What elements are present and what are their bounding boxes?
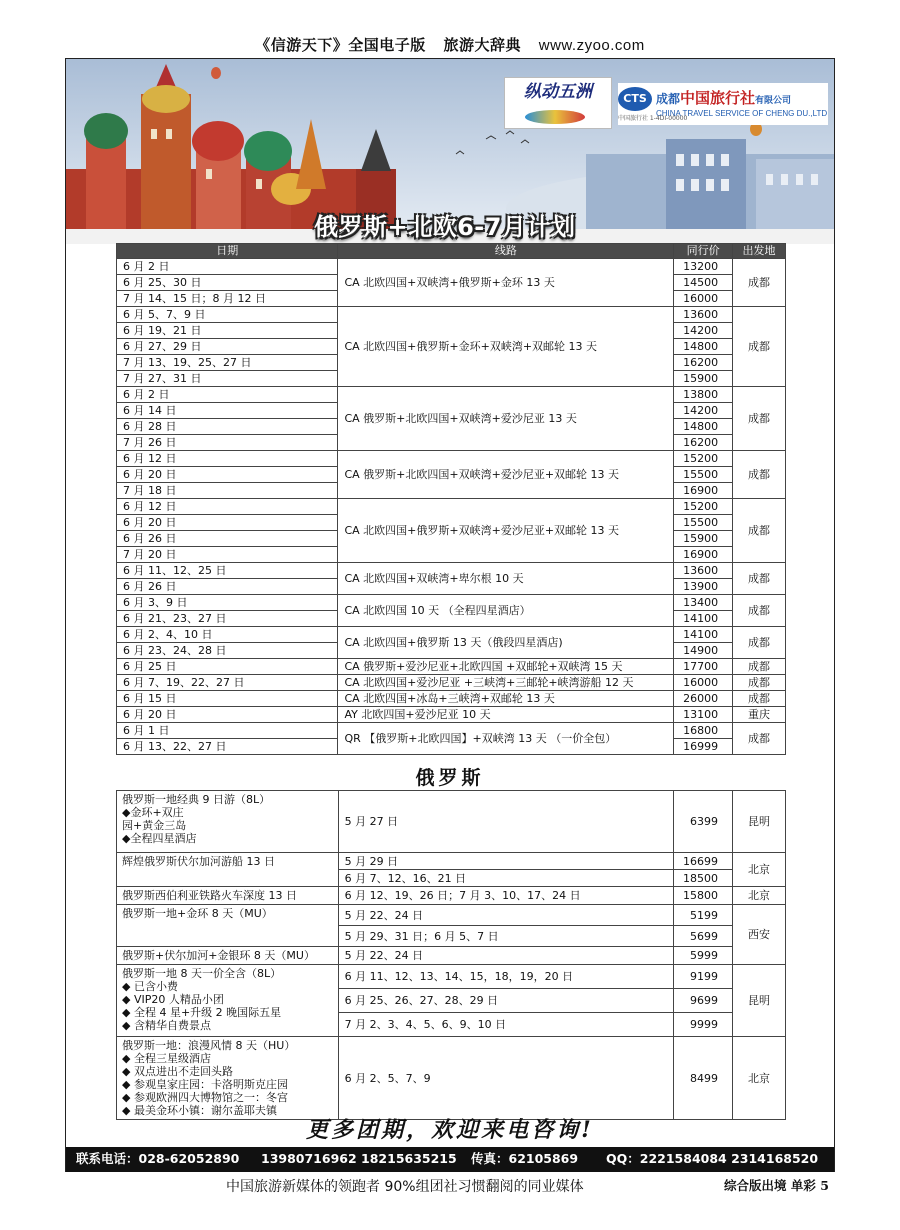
table-row	[117, 887, 786, 905]
col-route: 线路	[338, 244, 674, 259]
product-feature: ◆ 双点进出不走回头路	[122, 1065, 233, 1078]
row-date: 6 月 2 日	[117, 387, 338, 403]
row-date: 6 月 25、26、27、28、29 日	[338, 989, 673, 1013]
row-departure-city: 重庆	[733, 707, 786, 723]
row-departure-city: 成都	[733, 563, 786, 595]
row-route: CA 北欧四国+俄罗斯 13 天（俄段四星酒店)	[338, 627, 674, 659]
row-price: 16200	[674, 355, 733, 371]
row-date: 7 月 13、19、25、27 日	[117, 355, 338, 371]
row-date: 5 月 29 日	[338, 853, 673, 870]
table-row	[117, 307, 786, 323]
product-feature: ◆ 参观欧洲四大博物馆之一：冬宫	[122, 1091, 288, 1104]
row-departure-city: 北京	[733, 887, 786, 905]
row-date: 5 月 22、24 日	[338, 947, 673, 965]
row-date: 5 月 29、31 日；6 月 5、7 日	[338, 926, 673, 947]
publication-title: 《信游天下》全国电子版	[255, 36, 426, 54]
row-date: 6 月 26 日	[117, 531, 338, 547]
row-departure-city: 北京	[733, 1037, 786, 1120]
row-date: 7 月 18 日	[117, 483, 338, 499]
row-date: 6 月 12 日	[117, 451, 338, 467]
ad-frame	[65, 58, 835, 1172]
product-feature: ◆ VIP20 人精品小团	[122, 993, 224, 1006]
row-price: 8499	[674, 1037, 733, 1120]
row-price: 16000	[674, 291, 733, 307]
row-price: 14200	[674, 323, 733, 339]
product-feature: ◆金环+双庄	[122, 806, 184, 819]
row-departure-city: 成都	[733, 723, 786, 755]
row-price: 9999	[674, 1013, 733, 1037]
cts-suffix: 有限公司	[755, 96, 792, 106]
row-price: 15800	[674, 887, 733, 905]
website-link[interactable]: www.zyoo.com	[538, 37, 645, 54]
row-price: 14800	[674, 339, 733, 355]
product-name	[117, 791, 339, 853]
row-departure-city: 昆明	[733, 965, 786, 1037]
cts-name-main: 中国旅行社	[680, 89, 756, 107]
row-route: CA 俄罗斯+北欧四国+双峡湾+爱沙尼亚 13 天	[338, 387, 674, 451]
row-date: 6 月 27、29 日	[117, 339, 338, 355]
row-date: 6 月 11、12、25 日	[117, 563, 338, 579]
cts-name	[656, 87, 791, 108]
russia-section-title: 俄罗斯	[415, 767, 485, 789]
nordic-russia-table	[116, 243, 786, 755]
col-price: 同行价	[674, 244, 733, 259]
row-date: 6 月 2、4、10 日	[117, 627, 338, 643]
row-price: 13400	[674, 595, 733, 611]
product-name	[117, 887, 339, 905]
row-date: 6 月 7、12、16、21 日	[338, 870, 673, 887]
table-row	[117, 563, 786, 579]
table-row	[117, 965, 786, 989]
table-row	[117, 691, 786, 707]
row-route: CA 俄罗斯+爱沙尼亚+北欧四国 +双邮轮+双峡湾 15 天	[338, 659, 674, 675]
product-feature: ◆ 已含小费	[122, 980, 178, 993]
contact-mobiles: 13980716962 18215635215	[261, 1151, 457, 1166]
row-route: CA 北欧四国+冰岛+三峡湾+双邮轮 13 天	[338, 691, 674, 707]
row-price: 15200	[674, 499, 733, 515]
row-departure-city: 成都	[733, 307, 786, 387]
row-price: 15500	[674, 515, 733, 531]
row-date: 6 月 7、19、22、27 日	[117, 675, 338, 691]
row-price: 5699	[674, 926, 733, 947]
row-price: 16900	[674, 547, 733, 563]
row-date: 7 月 20 日	[117, 547, 338, 563]
row-departure-city: 成都	[733, 451, 786, 499]
product-name	[117, 905, 339, 947]
row-route: CA 北欧四国+俄罗斯+金环+双峡湾+双邮轮 13 天	[338, 307, 674, 387]
page-header	[0, 34, 900, 55]
table-row	[117, 905, 786, 926]
bottom-divider	[66, 1170, 834, 1172]
row-date: 6 月 14 日	[117, 403, 338, 419]
row-price: 6399	[674, 791, 733, 853]
row-price: 16999	[674, 739, 733, 755]
row-date: 6 月 20 日	[117, 707, 338, 723]
table-row	[117, 387, 786, 403]
footer-tagline: 中国旅游新媒体的领跑者 90%组团社习惯翻阅的同业媒体	[226, 1179, 584, 1195]
publication-subtitle: 旅游大辞典	[443, 36, 521, 54]
product-feature: ◆全程四星酒店	[122, 832, 197, 845]
row-departure-city: 成都	[733, 659, 786, 675]
row-departure-city: 昆明	[733, 791, 786, 853]
product-feature: ◆ 全程三星级酒店	[122, 1052, 211, 1065]
product-title: 俄罗斯+伏尔加河+金银环 8 天（MU）	[122, 949, 315, 962]
row-date: 6 月 26 日	[117, 579, 338, 595]
contact-qq: QQ：2221584084 2314168520	[606, 1151, 819, 1166]
row-departure-city: 成都	[733, 259, 786, 307]
contact-fax: 传真：62105869	[471, 1151, 579, 1166]
product-name	[117, 965, 339, 1037]
table-row	[117, 707, 786, 723]
row-departure-city: 成都	[733, 675, 786, 691]
contact-phone: 联系电话：028-62052890	[76, 1151, 240, 1166]
slogan: 更多团期，欢迎来电咨询!	[306, 1117, 594, 1143]
cts-globe-icon: CTS	[618, 87, 652, 111]
table-row	[117, 627, 786, 643]
row-date: 6 月 5、7、9 日	[117, 307, 338, 323]
row-price: 16699	[674, 853, 733, 870]
logo-left-text: 纵动五洲	[524, 82, 592, 102]
row-date: 6 月 2 日	[117, 259, 338, 275]
row-date: 6 月 28 日	[117, 419, 338, 435]
row-price: 16900	[674, 483, 733, 499]
row-date: 6 月 19、21 日	[117, 323, 338, 339]
row-route: CA 北欧四国+双峡湾+卑尔根 10 天	[338, 563, 674, 595]
row-price: 14800	[674, 419, 733, 435]
table-row	[117, 659, 786, 675]
row-price: 16200	[674, 435, 733, 451]
row-departure-city: 成都	[733, 691, 786, 707]
row-price: 14200	[674, 403, 733, 419]
row-price: 14900	[674, 643, 733, 659]
row-departure-city: 成都	[733, 627, 786, 659]
row-date: 6 月 13、22、27 日	[117, 739, 338, 755]
row-date: 7 月 14、15 日；8 月 12 日	[117, 291, 338, 307]
table-row	[117, 791, 786, 853]
row-price: 16800	[674, 723, 733, 739]
row-price: 14100	[674, 627, 733, 643]
product-title: 辉煌俄罗斯伏尔加河游船 13 日	[122, 855, 275, 868]
product-title: 俄罗斯一地 8 天一价全含（8L）	[122, 967, 282, 980]
table-header-row	[117, 244, 786, 259]
row-departure-city: 北京	[733, 853, 786, 887]
row-price: 13600	[674, 563, 733, 579]
row-price: 13200	[674, 259, 733, 275]
row-date: 6 月 21、23、27 日	[117, 611, 338, 627]
row-date: 6 月 12、19、26 日；7 月 3、10、17、24 日	[338, 887, 673, 905]
logo-wave-icon	[525, 110, 585, 124]
row-date: 6 月 23、24、28 日	[117, 643, 338, 659]
row-date: 6 月 2、5、7、9	[338, 1037, 673, 1120]
product-title: 俄罗斯一地经典 9 日游（8L）	[122, 793, 271, 806]
row-date: 6 月 20 日	[117, 515, 338, 531]
row-route: AY 北欧四国+爱沙尼亚 10 天	[338, 707, 674, 723]
product-name	[117, 853, 339, 887]
product-title: 俄罗斯西伯利亚铁路火车深度 13 日	[122, 889, 297, 902]
row-departure-city: 成都	[733, 595, 786, 627]
col-departure: 出发地	[733, 244, 786, 259]
row-price: 13800	[674, 387, 733, 403]
contact-bar	[66, 1147, 834, 1171]
cts-english-name: CHINA TRAVEL SERVICE OF CHENG DU.,LTD	[656, 109, 828, 118]
row-price: 9199	[674, 965, 733, 989]
table1-body	[117, 259, 786, 755]
row-price: 15900	[674, 371, 733, 387]
table-row	[117, 1037, 786, 1120]
row-price: 13100	[674, 707, 733, 723]
row-departure-city: 西安	[733, 905, 786, 965]
row-date: 5 月 27 日	[338, 791, 673, 853]
row-route: CA 北欧四国 10 天 （全程四星酒店）	[338, 595, 674, 627]
product-title: 俄罗斯一地：浪漫风情 8 天（HU）	[122, 1039, 296, 1052]
zongdong-wuzhou-logo	[504, 77, 612, 129]
row-date: 7 月 2、3、4、5、6、9、10 日	[338, 1013, 673, 1037]
product-feature: ◆ 含精华自费景点	[122, 1019, 211, 1032]
row-price: 16000	[674, 675, 733, 691]
row-date: 6 月 12 日	[117, 499, 338, 515]
row-price: 13900	[674, 579, 733, 595]
table-row	[117, 675, 786, 691]
row-date: 7 月 26 日	[117, 435, 338, 451]
row-price: 5999	[674, 947, 733, 965]
product-feature: 园+黄金三岛	[122, 819, 187, 832]
row-date: 6 月 25 日	[117, 659, 338, 675]
row-price: 15500	[674, 467, 733, 483]
product-name	[117, 1037, 339, 1120]
product-name	[117, 947, 339, 965]
col-date: 日期	[117, 244, 338, 259]
table2-body	[117, 791, 786, 1120]
table-row	[117, 723, 786, 739]
row-price: 9699	[674, 989, 733, 1013]
row-departure-city: 成都	[733, 499, 786, 563]
table-row	[117, 947, 786, 965]
row-route: QR 【俄罗斯+北欧四国】+双峡湾 13 天 （一价全包）	[338, 723, 674, 755]
row-departure-city: 成都	[733, 387, 786, 451]
footer-edition: 综合版出境 单彩 5	[724, 1178, 829, 1193]
row-route: CA 北欧四国+双峡湾+俄罗斯+金环 13 天	[338, 259, 674, 307]
row-date: 6 月 15 日	[117, 691, 338, 707]
row-route: CA 北欧四国+爱沙尼亚 +三峡湾+三邮轮+峡湾游船 12 天	[338, 675, 674, 691]
product-title: 俄罗斯一地+金环 8 天（MU）	[122, 907, 273, 920]
row-price: 15900	[674, 531, 733, 547]
product-feature: ◆ 全程 4 星+升级 2 晚国际五星	[122, 1006, 282, 1019]
russia-table	[116, 790, 786, 1120]
table-row	[117, 853, 786, 870]
cts-prefix: 成都	[656, 92, 681, 106]
product-feature: ◆ 参观皇家庄园：卡洛明斯克庄园	[122, 1078, 288, 1091]
row-price: 15200	[674, 451, 733, 467]
row-price: 26000	[674, 691, 733, 707]
cts-tiny-text: 中国旅行社 1-4DI-00000	[618, 115, 688, 122]
banner	[66, 59, 834, 244]
row-date: 6 月 20 日	[117, 467, 338, 483]
row-date: 6 月 1 日	[117, 723, 338, 739]
row-route: CA 北欧四国+俄罗斯+双峡湾+爱沙尼亚+双邮轮 13 天	[338, 499, 674, 563]
table-row	[117, 499, 786, 515]
row-date: 6 月 25、30 日	[117, 275, 338, 291]
table-row	[117, 259, 786, 275]
row-date: 5 月 22、24 日	[338, 905, 673, 926]
product-feature: ◆ 最美金环小镇：谢尔盖耶夫镇	[122, 1104, 277, 1117]
row-price: 18500	[674, 870, 733, 887]
banner-title: 俄罗斯+北欧6-7月计划	[314, 213, 576, 241]
row-date: 6 月 3、9 日	[117, 595, 338, 611]
row-price: 13600	[674, 307, 733, 323]
row-date: 6 月 11、12、13、14、15，18，19，20 日	[338, 965, 673, 989]
row-price: 17700	[674, 659, 733, 675]
row-price: 5199	[674, 905, 733, 926]
cts-chengdu-logo	[618, 83, 828, 125]
row-price: 14500	[674, 275, 733, 291]
row-date: 7 月 27、31 日	[117, 371, 338, 387]
row-route: CA 俄罗斯+北欧四国+双峡湾+爱沙尼亚+双邮轮 13 天	[338, 451, 674, 499]
row-price: 14100	[674, 611, 733, 627]
table-row	[117, 451, 786, 467]
table-row	[117, 595, 786, 611]
